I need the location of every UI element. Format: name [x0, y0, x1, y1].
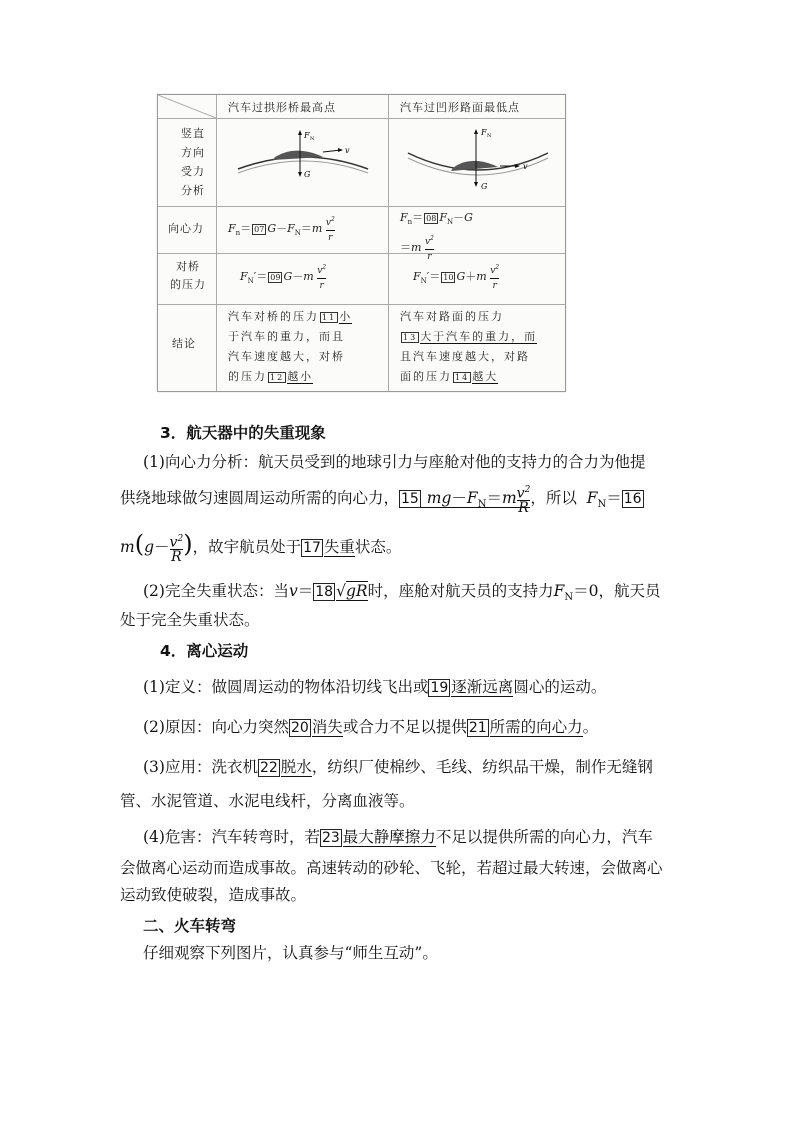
- fn-label: F: [304, 131, 310, 140]
- sec3-p2-l1: (2)完全失重状态：当v＝ 18 √gR时，座舱对航天员的支持力$F_N=0$，航天员: [143, 582, 661, 604]
- formula-arch-fn: $F_n= 07$ $G-F_N=m$ $\frac{v^2}{r}$: [228, 213, 335, 245]
- sec3-p2-l2: 处于完全失重状态。: [120, 611, 260, 629]
- sec3-p1-l1: (1)向心力分析：航天员受到的地球引力与座舱对他的支持力的合力为他提: [143, 453, 646, 471]
- svg-text:N: N: [487, 133, 492, 139]
- sec4-p1: (1)定义：做圆周运动的物体沿切线飞出或 19 逐渐远离圆心的运动。: [143, 678, 607, 696]
- conclusion-concave: 汽车对路面的压力 13 大于汽车的重力，而 且汽车速度越大，对路 面的压力 14 越大: [400, 310, 538, 383]
- row-label-conclusion: 结论: [172, 337, 196, 350]
- sec4-p2: (2)原因：向心力突然 20 消失或合力不足以提供 21 所需的向心力。: [143, 718, 599, 736]
- train-section-title: 二、火车转弯: [143, 917, 237, 935]
- formula-concave-fn: $F_n= 08$ $F_N-G$ ＝m $\frac{v^2}{r}$: [400, 211, 473, 263]
- formula-concave-pressure: $F_N'= 10$ G＋m $\frac{v^2}{r}$: [413, 261, 499, 293]
- v-label: v: [345, 146, 350, 155]
- sec3-p1-l3: m(g－ $\frac{v^2}{R}$ )，故宇航员处于 17 失重状态。: [120, 530, 402, 566]
- row-label-pressure: 对桥 的压力: [170, 260, 206, 291]
- formula-arch-pressure: $F_N'= 09$ G－m $\frac{v^2}{r}$: [240, 261, 326, 293]
- sec3-p1-l2: 供绕地球做匀速圆周运动所需的向心力， 15 $mg-F_N=m$ $\frac{v^2}{R}$ ，所以 $F_N= 16$: [120, 484, 642, 517]
- col-header-concave: 汽车过凹形路面最低点: [400, 101, 520, 114]
- sec4-p4-l2: 会做离心运动而造成事故。高速转动的砂轮、飞轮，若超过最大转速，会做离心: [120, 859, 663, 877]
- svg-text:F: F: [481, 128, 487, 137]
- train-section-intro: 仔细观察下列图片，认真参与“师生互动”。: [143, 944, 438, 962]
- sec4-p3-l2: 管、水泥管道、水泥电线杆，分离血液等。: [120, 792, 415, 810]
- svg-text:N: N: [310, 136, 315, 142]
- sec4-p4-l3: 运动致使破裂，造成事故。: [120, 886, 307, 904]
- section4-title: 4．离心运动: [160, 642, 249, 660]
- row-label-force-analysis: 竖直 方向 受力 分析: [181, 127, 205, 197]
- section3-title: 3．航天器中的失重现象: [160, 424, 326, 442]
- row-label-centripetal: 向心力: [168, 222, 204, 235]
- sec4-p4-l1: (4)危害：汽车转弯时，若 23 最大静摩擦力不足以提供所需的向心力，汽车: [143, 828, 653, 846]
- svg-text:G: G: [481, 182, 488, 191]
- sec4-p3-l1: (3)应用：洗衣机 22 脱水，纺织厂使棉纱、毛线、纺织品干燥，制作无缝钢: [143, 758, 653, 776]
- col-header-arch: 汽车过拱形桥最高点: [228, 101, 336, 114]
- g-label: G: [304, 170, 311, 179]
- svg-text:v: v: [523, 162, 528, 171]
- conclusion-arch: 汽车对桥的压力 11 小 于汽车的重力，而且 汽车速度越大，对桥 的压力 12 越小: [228, 310, 353, 383]
